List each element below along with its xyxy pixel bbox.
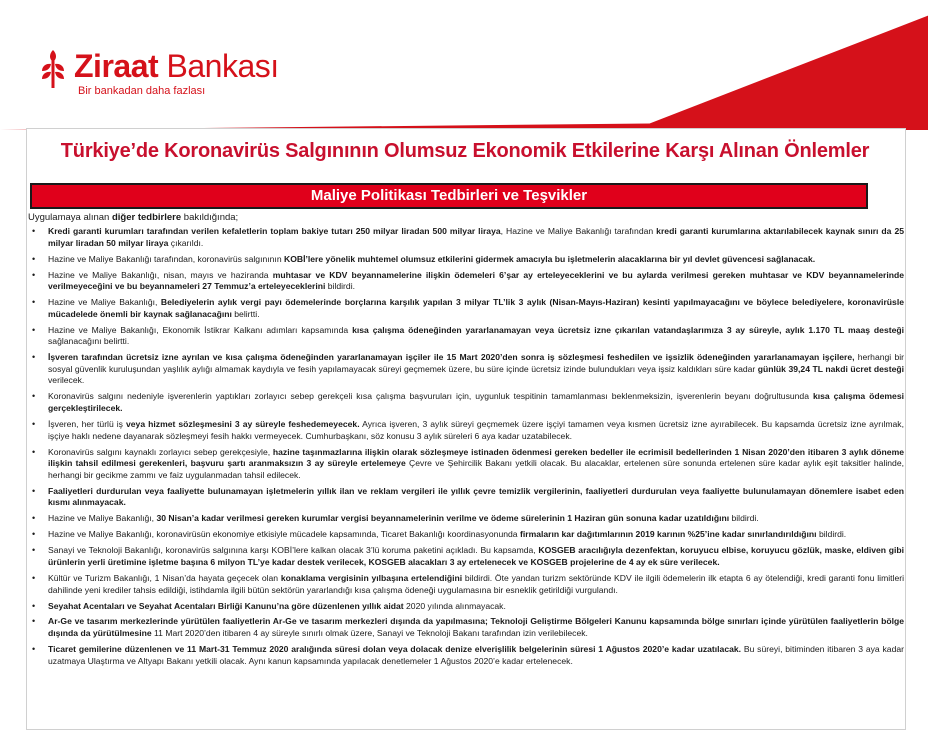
bullet-icon: •: [32, 545, 36, 556]
list-item-text: Kredi garanti kurumları tarafından verilen kefaletlerin toplam bakiye tutarı 250 milyar liradan 500 milyar liraya, Hazine ve Maliye Bakanlığı tarafından kredi garanti kurumlarına aktarılabilecek kaynak sınırı da 25 milyar liradan 50 milyar liraya çıkarıldı.: [48, 226, 905, 248]
list-item: [28, 616, 904, 639]
bullet-icon: •: [32, 253, 36, 264]
bullet-icon: •: [32, 446, 36, 457]
ziraat-logo: [38, 48, 279, 108]
bullet-icon: •: [32, 485, 36, 496]
list-item-text: İşveren tarafından ücretsiz izne ayrılan ve kısa çalışma ödeneğinden yararlanamayan işçiler ile 15 Mart 2020’den sonra iş sözleşmesi feshedilen ve işsizlik ödeneğinden yararlanamayan işçilere, herhangi bir sosyal güvenlik kuruluşundan yaşlılık aylığı almamak kaydıyla ve fesih yapılamayacak süreyi geçmemek üzere, bu süre içinde ücretsiz izinde bulundukları veya işsiz kaldıkları süre kadar günlük 39,24 TL nakdi ücret desteği verilecek.: [48, 352, 904, 386]
bullet-icon: •: [32, 572, 36, 583]
page-title: Türkiye’de Koronavirüs Salgınının Olumsuz Ekonomik Etkilerine Karşı Alınan Önlemler: [60, 140, 870, 162]
bullet-icon: •: [32, 226, 36, 236]
list-item-text: Koronavirüs salgını nedeniyle işverenlerin yaptıkları zorlayıcı sebep gerekçeli kısa çalışma başvuruları için, uygunluk tespitinin tamamlanması beklenmeksizin, işverenlerin beyanı doğrultusunda kısa çalışma ödemesi gerçekleştirilecek.: [48, 391, 904, 414]
bullet-icon: •: [32, 324, 36, 335]
section-header: Maliye Politikası Tedbirleri ve Teşvikler: [30, 183, 868, 209]
bullet-icon: •: [32, 419, 36, 430]
list-item-text: Hazine ve Maliye Bakanlığı tarafından, koronavirüs salgınının KOBİ’lere yönelik muhtemel olumsuz etkilerini gidermek amacıyla bu işletmelerin alacaklarına bir yıl devlet güvencesi sağlanacak.: [48, 253, 816, 264]
measures-list: [28, 226, 906, 672]
brand-name: Ziraat Bankası: [74, 48, 279, 84]
list-item: [28, 529, 904, 541]
list-item: [28, 391, 904, 414]
bullet-icon: •: [32, 600, 36, 611]
list-item: [28, 352, 904, 387]
list-item: [28, 325, 904, 348]
bullet-icon: •: [32, 269, 36, 280]
list-item-text: Sanayi ve Teknoloji Bakanlığı, koronavirüs salgınına karşı KOBİ’lere kalkan olacak 3’lü koruma paketini açıkladı. Bu kapsamda, KOSGEB aracılığıyla dezenfektan, koruyucu elbise, koruyucu gözlük, maske, eldiven gibi ürünlerin yerli üretimine işletme başına 6 milyon TL’ye kadar destek verilecek, KOSGEB alacakları 3 ay ertelenecek ve KOSGEB projelerine de 4 ay ek süre verilecek.: [48, 545, 904, 567]
list-item-text: Hazine ve Maliye Bakanlığı, Ekonomik İstikrar Kalkanı adımları kapsamında kısa çalışma ödeneğinden yararlanamayan veya ücretsiz izne çıkarılan vatandaşlarımıza 3 ay süreyle, aylık 1.170 TL maaş desteği sağlanacağını belirtti.: [48, 324, 905, 347]
bullet-icon: •: [32, 352, 36, 363]
bullet-icon: •: [32, 391, 36, 402]
list-item: [28, 419, 904, 442]
list-item: [28, 513, 904, 525]
list-item: [28, 297, 904, 320]
list-item: [28, 447, 904, 482]
list-item: [28, 601, 904, 613]
list-item-text: Faaliyetleri durdurulan veya faaliyette bulunamayan işletmelerin yıllık ilan ve reklam vergileri ile yıllık çevre temizlik vergilerinin, faaliyetleri durdurulan veya faaliyette bulunulamayan dönemlere isabet eden kısmı alınmayacak.: [48, 485, 904, 508]
list-item: [28, 486, 904, 509]
bullet-icon: •: [32, 644, 36, 655]
intro-text: Uygulamaya alınan diğer tedbirlere bakıldığında;: [28, 212, 239, 223]
list-item: [28, 254, 904, 266]
list-item-text: Hazine ve Maliye Bakanlığı, nisan, mayıs ve haziranda muhtasar ve KDV beyannamelerine ilişkin ödemeleri 6’şar ay erteleyeceklerini ve bu aylarda verilmesi gereken muhtasar ve KDV beyannamelerinde verilmeyeceğini ve bu beyannameleri 27 Temmuz’a erteleyeceklerini bildirdi.: [48, 269, 904, 292]
list-item-text: Hazine ve Maliye Bakanlığı, 30 Nisan’a kadar verilmesi gereken kurumlar vergisi beyannamelerinin verilme ve ödeme sürelerinin 1 Haziran gün sonuna kadar uzatıldığını bildirdi.: [48, 513, 759, 524]
list-item-text: Ar-Ge ve tasarım merkezlerinde yürütülen faaliyetlerin Ar-Ge ve tasarım merkezleri dışında da yapılmasına; Teknoloji Geliştirme Bölgeleri Kanunu kapsamında bölge sınırları içinde yürütülen faaliyetlerin bölge dışında da yürütülmesine 11 Mart 2020’den itibaren 4 ay süreyle sınırlı olmak üzere, Sanayi ve Teknoloji Bakanı tarafından izin verilebilecek.: [48, 616, 904, 639]
list-item: [28, 270, 904, 293]
list-item-text: Ticaret gemilerine düzenlenen ve 11 Mart-31 Temmuz 2020 aralığında süresi dolan veya dolacak denize elverişlilik belgelerinin süresi 1 Ağustos 2020’e kadar uzatılacak. Bu süreyi, bitiminden itibaren 3 aya kadar uzatmaya Ulaştırma ve Altyapı Bakanı yetkili olacak. Aynı kanun kapsamında yapılacak denetlemeler 1 Ağustos 2020’e kadar ertelenecek.: [48, 644, 904, 666]
list-item-text: Hazine ve Maliye Bakanlığı, koronavirüsün ekonomiye etkisiyle mücadele kapsamında, Ticaret Bakanlığı koordinasyonunda firmaların kar dağıtımlarının 2019 karının %25’ine kadar sınırlandırıldığını bildirdi.: [48, 529, 847, 540]
list-item-text: Kültür ve Turizm Bakanlığı, 1 Nisan’da hayata geçecek olan konaklama vergisinin yılbaşına ertelendiğini bildirdi. Öte yandan turizm sektöründe KDV ile ilgili ödemelerin ilk etapta 6 ay ötelendiği, kredi garanti fonu limitleri dahilinde yeni krediler tahsis edildiği, istihdamla ilgili bütün sektörün yararlandığı kısa çalışma ödeneği uygulamasına bir esneklik getirildiği vurgulandı.: [48, 572, 904, 595]
list-item: [28, 226, 904, 249]
list-item-text: Seyahat Acentaları ve Seyahat Acentaları Birliği Kanunu’na göre düzenlenen yıllık aidat 2020 yılında alınmayacak.: [48, 600, 506, 611]
list-item-text: Hazine ve Maliye Bakanlığı, Belediyelerin aylık vergi payı ödemelerinde borçlarına karşılık yapılan 3 milyar TL’lik 3 aylık (Nisan-Mayıs-Haziran) kesinti yapılmayacağını ve böylece belediyelere, koronavirüsle mücadelede önemli bir kaynak sağlanacağını belirtti.: [48, 297, 904, 319]
bullet-icon: •: [32, 513, 36, 524]
bullet-icon: •: [32, 616, 36, 627]
bullet-icon: •: [32, 529, 36, 540]
list-item-text: Koronavirüs salgını kaynaklı zorlayıcı sebep gerekçesiyle, hazine taşınmazlarına ilişkin olarak sözleşmeye istinaden ödenmesi gereken bedeller ile ecrimisil bedellerinden 1 Nisan 2020’den itibaren 3 aylık döneme ilişkin tahsil edilmesi gerekenleri, başvuru şartı aranmaksızın 3 ay süreyle ertelemeye Çevre ve Şehircilik Bakanı yetkili olacak. Bu alacaklar, ertelenen süre sonunda ertelenen süre kadar aylık eşit taksitler halinde, herhangi bir gecikme zammı ve faiz uygulanmadan tahsil edilecek.: [48, 446, 905, 480]
bullet-icon: •: [32, 297, 36, 308]
list-item: [28, 545, 904, 568]
brand-slogan: Bir bankadan daha fazlası: [78, 85, 206, 97]
list-item: [28, 644, 904, 667]
list-item: [28, 573, 904, 596]
wheat-icon: [38, 48, 68, 90]
list-item-text: İşveren, her türlü iş veya hizmet sözleşmesini 3 ay süreyle feshedemeyecek. Ayrıca işveren, 3 aylık süreyi geçmemek üzere işçiyi tamamen veya kısmen ücretsiz izne ayırabilecek. Bu kapsamda ücretsiz izne ayrılmak, işçiye haklı nedene dayanarak sözleşmeyi fesih hakkı vermeyecek. Cumhurbaşkanı, söz konusu 3 aylık süreleri 6 aya kadar uzatabilecek.: [48, 419, 904, 441]
